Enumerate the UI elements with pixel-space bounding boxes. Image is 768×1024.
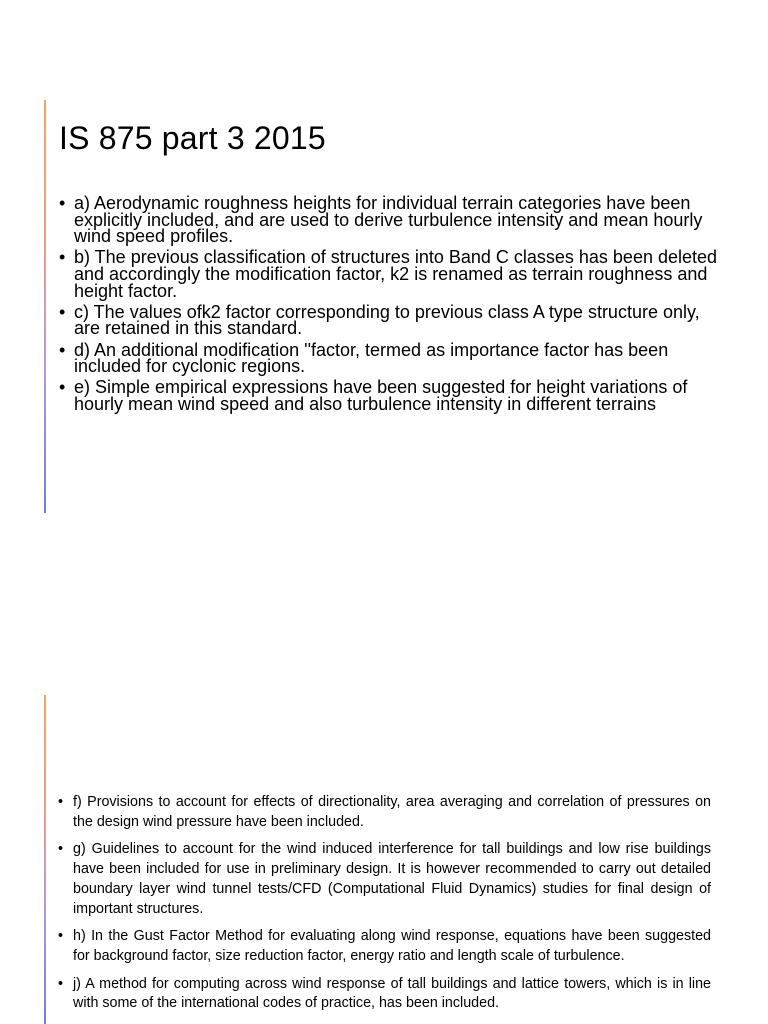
bullet-text: j) A method for computing across wind response of tall buildings and lattice towers, which is in line with some of the international codes of practice, has been included. <box>73 975 711 1012</box>
bullet-icon: • <box>58 928 64 945</box>
bullet-item <box>59 339 719 377</box>
bullet-item <box>58 927 711 966</box>
bullet-icon: • <box>59 193 66 213</box>
slide-title: IS 875 part 3 2015 <box>59 120 326 156</box>
bullet-item <box>59 379 719 412</box>
bullet-text: g) Guidelines to account for the wind induced interference for tall buildings and low rise buildings have been included for use in preliminary design. It is however recommended to carry out detailed boundary layer wind tunnel tests/CFD (Computational Fluid Dynamics) studies for final design of important structures. <box>73 841 711 917</box>
bullet-icon: • <box>59 377 66 398</box>
bullet-icon: • <box>58 975 64 992</box>
slide-2 <box>0 680 768 1024</box>
bullet-text: f) Provisions to account for effects of directionality, area averaging and correlation of pressures on the design wind pressure have been included. <box>73 794 711 830</box>
bullet-icon: • <box>59 247 66 268</box>
bullet-list <box>58 793 711 1022</box>
bullet-list <box>59 195 719 417</box>
bullet-text: e) Simple empirical expressions have been suggested for height variations of hourly mean wind speed and also turbulence intensity in different terrains <box>74 377 688 414</box>
bullet-item <box>58 975 711 1014</box>
bullet-icon: • <box>58 794 64 810</box>
bullet-icon: • <box>58 841 64 858</box>
bullet-text: b) The previous classification of structures into Band C classes has been deleted and accordingly the modification factor, k2 is renamed as terrain roughness and height factor. <box>74 247 718 301</box>
bullet-text: d) An additional modification ''factor, termed as importance factor has been included for cyclonic regions. <box>74 339 669 377</box>
bullet-item <box>59 195 719 245</box>
bullet-text: c) The values ofk2 factor corresponding to previous class A type structure only, are retained in this standard. <box>74 301 700 339</box>
bullet-icon: • <box>59 301 66 322</box>
bullet-item <box>58 793 711 832</box>
slide-accent-bar <box>44 695 46 1024</box>
bullet-text: a) Aerodynamic roughness heights for individual terrain categories have been explicitly included, and are used to derive turbulence intensity and mean hourly wind speed profiles. <box>74 193 703 247</box>
bullet-item <box>59 249 719 299</box>
slide-accent-bar <box>44 100 46 513</box>
bullet-item <box>58 840 711 919</box>
bullet-item <box>59 301 719 339</box>
bullet-text: h) In the Gust Factor Method for evaluating along wind response, equations have been suggested for background factor, size reduction factor, energy ratio and length scale of turbulence. <box>73 928 711 964</box>
bullet-icon: • <box>59 339 66 360</box>
